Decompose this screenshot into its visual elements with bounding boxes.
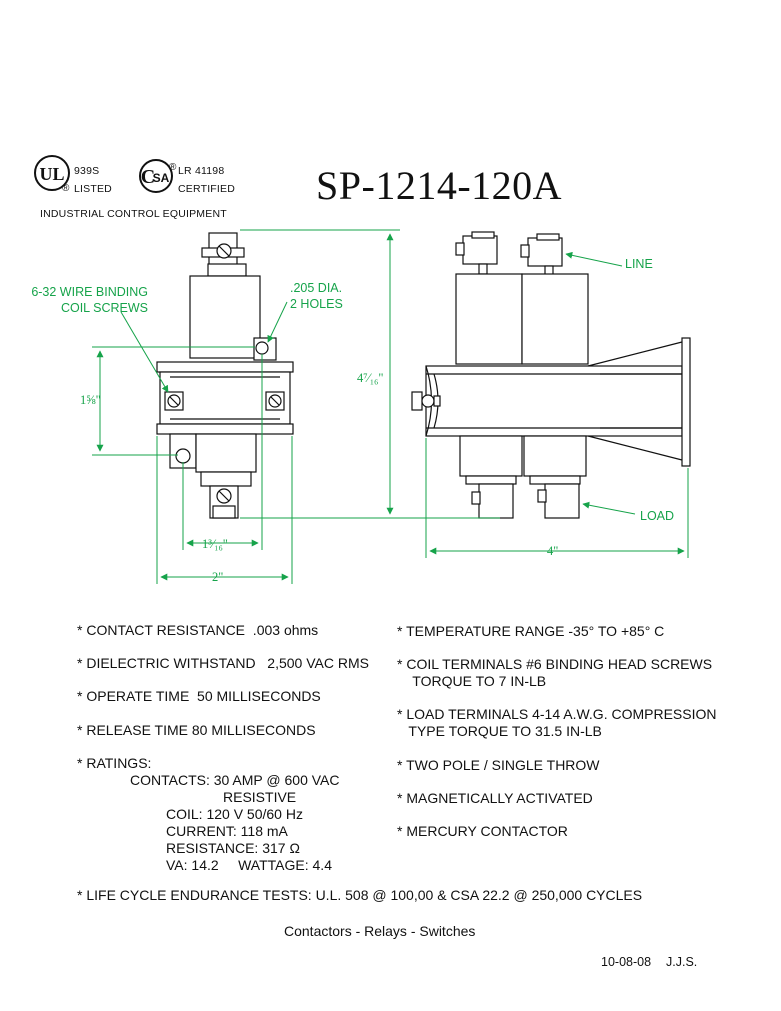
ratings-resistance: RESISTANCE: 317 Ω [166,840,300,856]
dimension-height-front: 1⅝" [80,393,101,407]
spec-temperature: * TEMPERATURE RANGE -35° TO +85° C [397,623,665,639]
holes-label-line1: .205 DIA. [290,281,343,295]
ratings-va-wattage: VA: 14.2 WATTAGE: 4.4 [166,857,332,873]
revision-date: 10-08-08 [601,955,652,969]
ul-status: LISTED [74,183,112,195]
svg-text:C: C [140,166,156,188]
dimension-width: 2" [212,570,224,584]
svg-text:SA: SA [152,171,170,185]
spec-release-time: * RELEASE TIME 80 MILLISECONDS [77,722,316,738]
csa-status: CERTIFIED [178,183,236,195]
svg-text:UL: UL [39,164,65,184]
coil-screws-label [30,284,148,316]
spec-contactor-type: * MERCURY CONTACTOR [397,823,568,839]
equipment-category: INDUSTRIAL CONTROL EQUIPMENT [40,208,227,220]
ratings-current: CURRENT: 118 mA [166,823,288,839]
dimension-length: 4" [547,544,559,558]
ratings-coil: COIL: 120 V 50/60 Hz [166,806,303,822]
revision-stamp [601,955,697,969]
holes-label-line2: 2 HOLES [290,297,343,311]
coil-screws-label-line1: 6-32 WIRE BINDING [31,285,148,299]
coil-screws-label-line2: COIL SCREWS [60,301,148,315]
life-cycle-tests: * LIFE CYCLE ENDURANCE TESTS: U.L. 508 @ 100,00 & CSA 22.2 @ 250,000 CYCLES [77,887,643,903]
ul-file-number: 939S [74,165,100,177]
holes-label [290,280,343,312]
spec-pole-throw: * TWO POLE / SINGLE THROW [397,757,600,773]
ratings-heading: * RATINGS: [77,755,152,771]
side-view [412,232,690,518]
ratings-resistive: RESISTIVE [223,789,297,805]
csa-registered-mark: ® [169,162,177,173]
dimension-height-side: 4⁷⁄₁₆" [357,371,384,385]
dimension-inner-width: 1³⁄₁₆" [202,537,228,551]
line-label: LINE [625,257,653,271]
csa-file-number: LR 41198 [178,165,225,177]
front-view [157,233,293,518]
revision-author: J.J.S. [666,955,698,969]
spec-activation: * MAGNETICALLY ACTIVATED [397,790,593,806]
footer-tagline: Contactors - Relays - Switches [284,923,476,939]
load-label: LOAD [640,509,675,523]
spec-dielectric: * DIELECTRIC WITHSTAND 2,500 VAC RMS [77,655,369,671]
part-number-title: SP-1214-120A [316,163,563,208]
spec-load-terminals: * LOAD TERMINALS 4-14 A.W.G. COMPRESSION TYPE TORQUE TO 31.5 IN-LB [397,706,717,739]
ratings-contacts: CONTACTS: 30 AMP @ 600 VAC [130,772,340,788]
ul-registered-mark: ® [62,183,70,194]
spec-operate-time: * OPERATE TIME 50 MILLISECONDS [77,688,321,704]
spec-contact-resistance: * CONTACT RESISTANCE .003 ohms [77,622,319,638]
spec-coil-terminals: * COIL TERMINALS #6 BINDING HEAD SCREWS TORQUE TO 7 IN-LB [397,656,713,689]
